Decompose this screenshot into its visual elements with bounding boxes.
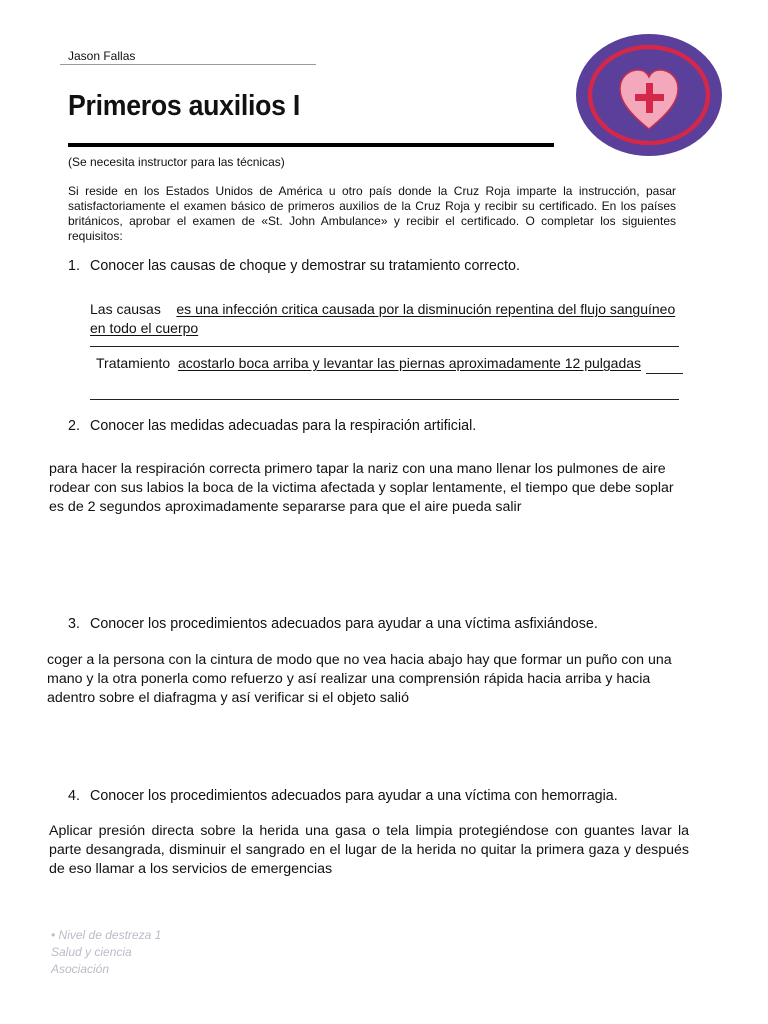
- footer-category: Salud y ciencia: [51, 945, 132, 959]
- answer3-paragraph: coger a la persona con la cintura de modo que no vea hacia abajo hay que formar un puño con una mano y la otra ponerla como refuerzo y así realizar una comprensión rápida hacia arriba y hacia adentro sobre el diafragma y así verificar si el objeto salió: [47, 652, 672, 706]
- footer-level: • Nivel de destreza 1: [51, 928, 162, 942]
- answer-line: [90, 399, 679, 400]
- footer-association: Asociación: [51, 962, 110, 976]
- answer2-paragraph: para hacer la respiración correcta primero tapar la nariz con una mano llenar los pulmones de aire rodear con sus labios la boca de la victima afectada y soplar lentamente, el tiempo que debe soplar es de 2 segundos aproximadamente separarse para que el aire pueda salir: [49, 461, 674, 515]
- page-title: Primeros auxilios I: [68, 90, 301, 122]
- requirement-number: 2.: [68, 418, 80, 434]
- requirement-text: Conocer las medidas adecuadas para la respiración artificial.: [90, 418, 477, 434]
- causes-label: Las causas: [90, 301, 161, 317]
- answer1-treatment: [96, 355, 641, 371]
- answer-line: [90, 346, 679, 347]
- requirement-text: Conocer los procedimientos adecuados para ayudar a una víctima con hemorragia.: [90, 788, 618, 804]
- instructor-note: (Se necesita instructor para las técnicas): [68, 155, 285, 169]
- requirement-text: Conocer los procedimientos adecuados para ayudar a una víctima asfixiándose.: [90, 616, 598, 632]
- requirement-number: 1.: [68, 258, 80, 274]
- requirement-4: [68, 788, 618, 804]
- requirement-number: 4.: [68, 788, 80, 804]
- requirement-1: [68, 258, 520, 274]
- requirement-2: [68, 418, 476, 434]
- requirement-number: 3.: [68, 616, 80, 632]
- treatment-label: Tratamiento: [96, 355, 171, 371]
- title-rule: [68, 143, 554, 147]
- requirement-text: Conocer las causas de choque y demostrar su tratamiento correcto.: [90, 258, 520, 274]
- answer1-causes: [90, 300, 680, 338]
- requirement-3: [68, 616, 598, 632]
- intro-paragraph: Si reside en los Estados Unidos de América u otro país donde la Cruz Roja imparte la instrucción, pasar satisfactoriamente el examen básico de primeros auxilios de la Cruz Roja y recibir su certificado. En los países británicos, aprobar el examen de «St. John Ambulance» y recibir el certificado. O completar los siguientes requisitos:: [68, 184, 676, 243]
- treatment-underline: [646, 373, 683, 374]
- causes-answer: es una infección critica causada por la disminución repentina del flujo sanguíneo en todo el cuerpo: [90, 301, 676, 336]
- first-aid-heart-badge-icon: [575, 33, 723, 157]
- author-name: Jason Fallas: [68, 49, 136, 63]
- cross-horizontal: [635, 94, 664, 101]
- answer4-paragraph: Aplicar presión directa sobre la herida una gasa o tela limpia protegiéndose con guantes lavar la parte desangrada, disminuir el sangrado en el lugar de la herida no quitar la primera gaza y después de eso llamar a los servicios de emergencias: [49, 823, 689, 877]
- author-underline: [60, 64, 316, 65]
- footer-tags: [51, 927, 161, 978]
- treatment-answer: acostarlo boca arriba y levantar las piernas aproximadamente 12 pulgadas: [177, 355, 642, 371]
